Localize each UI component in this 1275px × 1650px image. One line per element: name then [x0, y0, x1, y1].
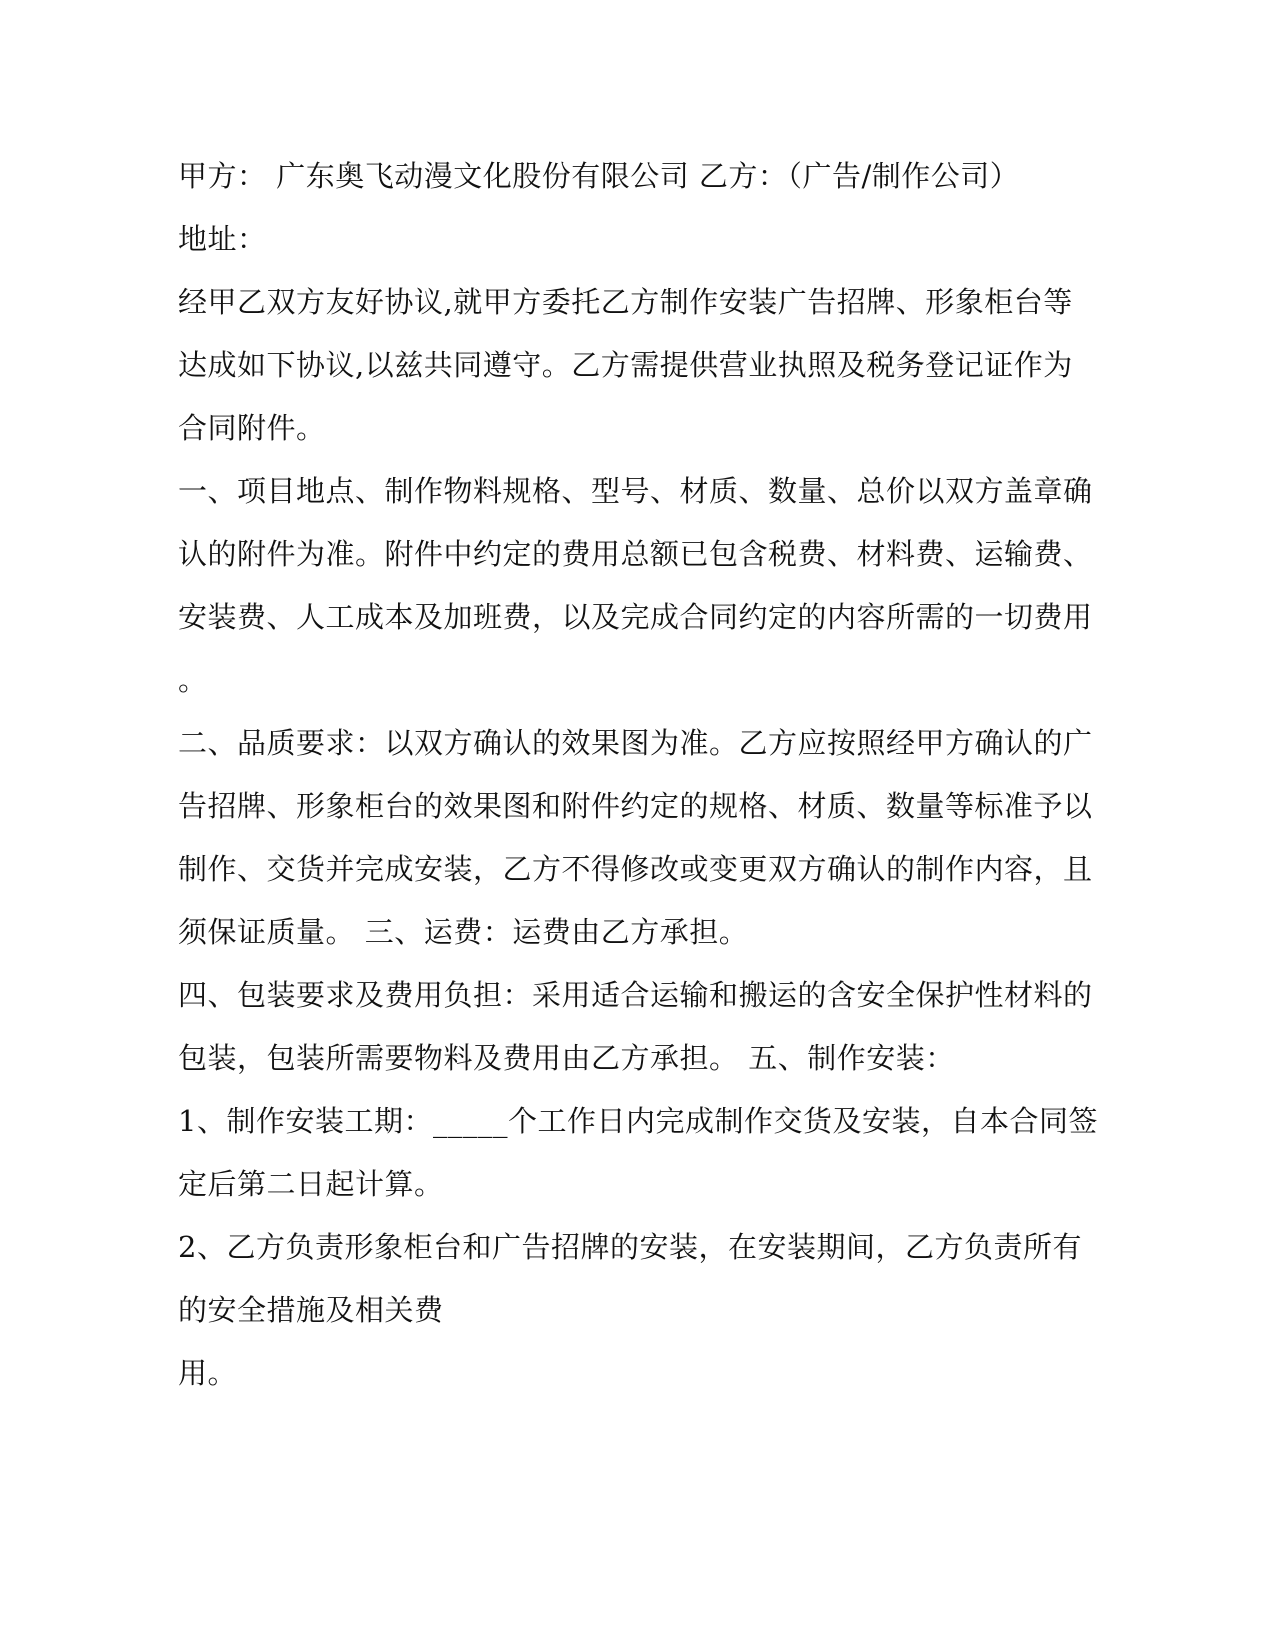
- clause-5-2-line: 用。: [178, 1356, 238, 1390]
- clause-4-5-line: 包装，包装所需要物料及费用由乙方承担。 五、制作安装：: [178, 1041, 955, 1075]
- clause-2-line: 制作、交货并完成安装，乙方不得修改或变更双方确认的制作内容，且: [178, 852, 1093, 886]
- clause-5-2-line: 的安全措施及相关费: [178, 1293, 444, 1327]
- clause-2-3-line: 须保证质量。 三、运费：运费由乙方承担。: [178, 915, 749, 949]
- party-line: 甲方： 广东奥飞动漫文化股份有限公司 乙方：（广告/制作公司）: [178, 159, 1020, 193]
- clause-1-line: 一、项目地点、制作物料规格、型号、材质、数量、总价以双方盖章确: [178, 474, 1093, 508]
- body-line: 经甲乙双方友好协议,就甲方委托乙方制作安装广告招牌、形象柜台等: [178, 285, 1073, 319]
- clause-1-line: 安装费、人工成本及加班费，以及完成合同约定的内容所需的一切费用: [178, 600, 1093, 634]
- clause-5-2-line: 2、乙方负责形象柜台和广告招牌的安装，在安装期间，乙方负责所有: [178, 1230, 1082, 1264]
- body-line: 达成如下协议,以兹共同遵守。乙方需提供营业执照及税务登记证作为: [178, 348, 1073, 382]
- clause-1-line: 认的附件为准。附件中约定的费用总额已包含税费、材料费、运输费、: [178, 537, 1093, 571]
- clause-1-line: 。: [178, 663, 208, 697]
- address-line: 地址：: [178, 222, 267, 256]
- clause-2-line: 告招牌、形象柜台的效果图和附件约定的规格、材质、数量等标准予以: [178, 789, 1093, 823]
- clause-5-1-line: 1、制作安装工期：_____个工作日内完成制作交货及安装，自本合同签: [178, 1104, 1098, 1138]
- clause-5-1-line: 定后第二日起计算。: [178, 1167, 444, 1201]
- clause-2-line: 二、品质要求：以双方确认的效果图为准。乙方应按照经甲方确认的广: [178, 726, 1093, 760]
- contract-body: [178, 150, 1098, 1410]
- clause-4-line: 四、包装要求及费用负担：采用适合运输和搬运的含安全保护性材料的: [178, 978, 1093, 1012]
- body-line: 合同附件。: [178, 411, 326, 445]
